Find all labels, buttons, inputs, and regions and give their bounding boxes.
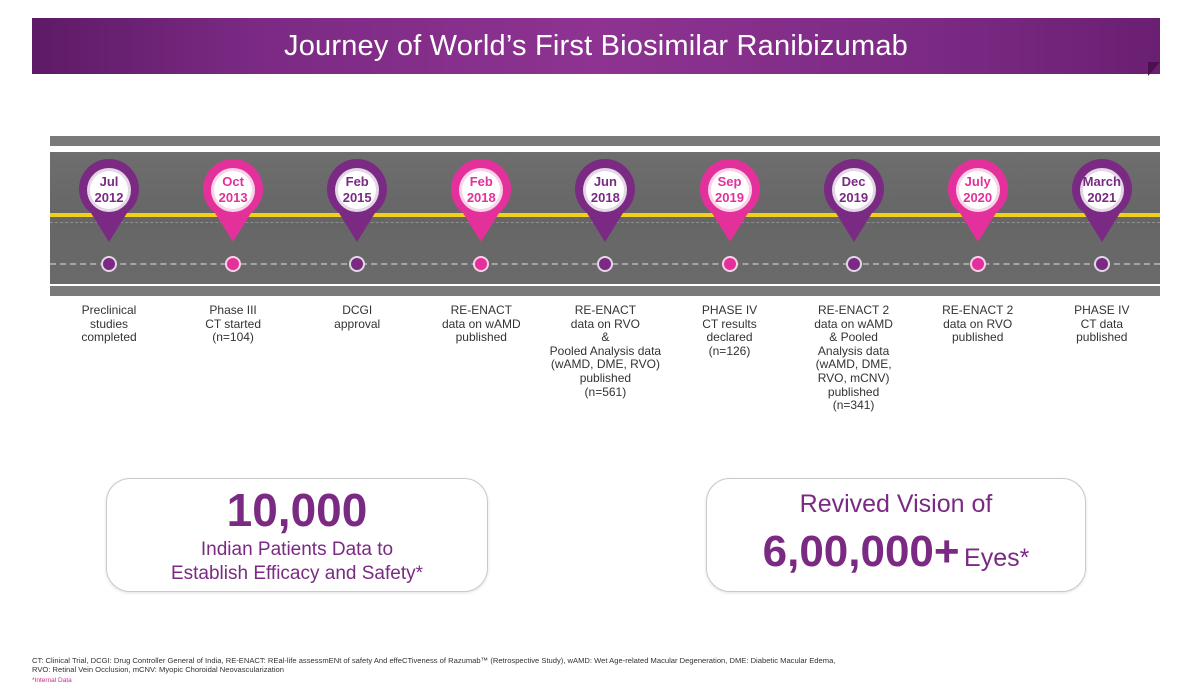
milestone-description-line: PHASE IV (701, 303, 758, 317)
milestone-year: 2021 (1087, 190, 1117, 205)
milestone-description-line: Preclinical (81, 303, 137, 317)
milestone-description-line: studies (89, 316, 129, 331)
revived-vision-box (706, 478, 1086, 592)
milestone-description-line: approval (334, 316, 381, 331)
milestone-description-line: (wAMD, DME, (815, 357, 892, 372)
milestone-description-line: published (455, 330, 507, 345)
milestone-dot (972, 258, 984, 270)
milestone-dot (227, 258, 239, 270)
abbreviations-footnote-1: CT: Clinical Trial, DCGI: Drug Controller General of India, RE-ENACT: REal-life assessmENt of safety And effeCTiveness of Razumab™ (Retrospective Study), wAMD: Wet Age-related Macular Degeneration, DME: Diabetic Macular Edema, (32, 656, 836, 665)
milestone-dot (724, 258, 736, 270)
milestone-month: March (1082, 174, 1121, 189)
milestone-description-line: (n=104) (212, 330, 254, 345)
patients-data-box (106, 478, 488, 592)
milestone-month: Oct (222, 174, 244, 189)
milestone-description (168, 304, 298, 345)
milestone-description-line: RE-ENACT 2 (942, 303, 1014, 317)
milestone-description-line: RVO, mCNV) (817, 370, 890, 385)
milestone-month: July (964, 174, 991, 189)
milestone-year: 2019 (715, 190, 744, 205)
milestone-description-line: data on wAMD (814, 316, 893, 331)
milestone-description-line: & Pooled (829, 330, 878, 345)
milestone-year: 2018 (466, 190, 496, 205)
abbreviations-footnote-2: RVO: Retinal Vein Occlusion, mCNV: Myopic Choroidal Neovascularization (32, 665, 284, 674)
milestone-description-line: published (827, 384, 880, 399)
milestone-dot (103, 258, 115, 270)
milestone-pin (201, 158, 265, 244)
milestone-description-line: RE-ENACT (574, 303, 637, 317)
milestone-year: 2020 (963, 190, 993, 205)
milestone-description-line: Pooled Analysis data (549, 343, 662, 358)
milestone-description-line: data on RVO (943, 316, 1013, 331)
milestone-dot (848, 258, 860, 270)
milestone-year: 2015 (342, 190, 372, 205)
milestone-description (540, 304, 670, 399)
milestone-description (416, 304, 546, 345)
milestone-pin (698, 158, 762, 244)
milestone-year: 2012 (94, 190, 124, 205)
milestone-month: Feb (469, 174, 493, 189)
patients-line-2: Establish Efficacy and Safety* (170, 563, 424, 584)
milestone-description-line: declared (706, 330, 753, 345)
milestone-description-line: published (579, 370, 632, 385)
milestone-description (913, 304, 1043, 345)
milestone-month: Sep (717, 174, 742, 189)
milestone-year: 2018 (590, 190, 620, 205)
milestone-description-line: published (1076, 330, 1128, 345)
internal-data-footnote: *Internal Data (32, 677, 72, 684)
milestone-description-line: CT started (205, 316, 261, 331)
milestone-description-line: PHASE IV (1074, 303, 1130, 317)
eyes-count-row (707, 527, 1085, 577)
milestone-description-line: Phase III (209, 303, 257, 317)
milestone-year: 2019 (839, 190, 869, 205)
milestone-description-line: Analysis data (817, 343, 890, 358)
milestone-description-line: RE-ENACT 2 (818, 303, 890, 317)
milestone-description-line: data on RVO (570, 316, 640, 331)
milestone-pin (1070, 158, 1134, 244)
patients-line-1: Indian Patients Data to (200, 539, 394, 560)
milestone-description-line: (n=126) (708, 343, 751, 358)
milestone-month: Jul (99, 174, 119, 189)
eyes-unit: Eyes* (964, 544, 1030, 572)
milestone-description-line: DCGI (342, 303, 373, 317)
milestone-description-line: CT data (1080, 316, 1124, 331)
eyes-count: 6,00,000+ (762, 527, 960, 576)
milestone-description-line: (wAMD, DME, RVO) (550, 357, 660, 372)
milestone-dot (1096, 258, 1108, 270)
milestone-description-line: completed (81, 330, 137, 345)
milestone-pin (325, 158, 389, 244)
milestone-description-line: published (952, 330, 1004, 345)
milestone-description-line: CT results (702, 316, 757, 331)
milestone-description (292, 304, 422, 331)
road-edge-top (50, 136, 1160, 146)
milestone-pin (946, 158, 1010, 244)
patients-count: 10,000 (226, 484, 368, 536)
milestone-description-line: (n=341) (832, 398, 875, 413)
milestone-pin (822, 158, 886, 244)
milestone-description-line: (n=561) (584, 384, 627, 399)
milestone-description (789, 304, 919, 413)
milestone-month: Dec (841, 174, 866, 189)
milestone-pin (77, 158, 141, 244)
milestone-description-line: RE-ENACT (450, 303, 512, 317)
milestone-month: Feb (345, 174, 369, 189)
milestone-description (1037, 304, 1167, 345)
milestone-description (44, 304, 174, 345)
milestone-description-line: & (601, 330, 610, 345)
milestone-description (665, 304, 795, 358)
page-title: Journey of World’s First Biosimilar Ranibizumab (284, 30, 908, 62)
milestone-year: 2013 (218, 190, 248, 205)
milestone-description-line: data on wAMD (441, 316, 521, 331)
milestone-month: Jun (593, 174, 617, 189)
milestone-pin (573, 158, 637, 244)
revived-vision-heading: Revived Vision of (799, 490, 993, 518)
milestone-pin (449, 158, 513, 244)
road-edge-bottom (50, 286, 1160, 296)
